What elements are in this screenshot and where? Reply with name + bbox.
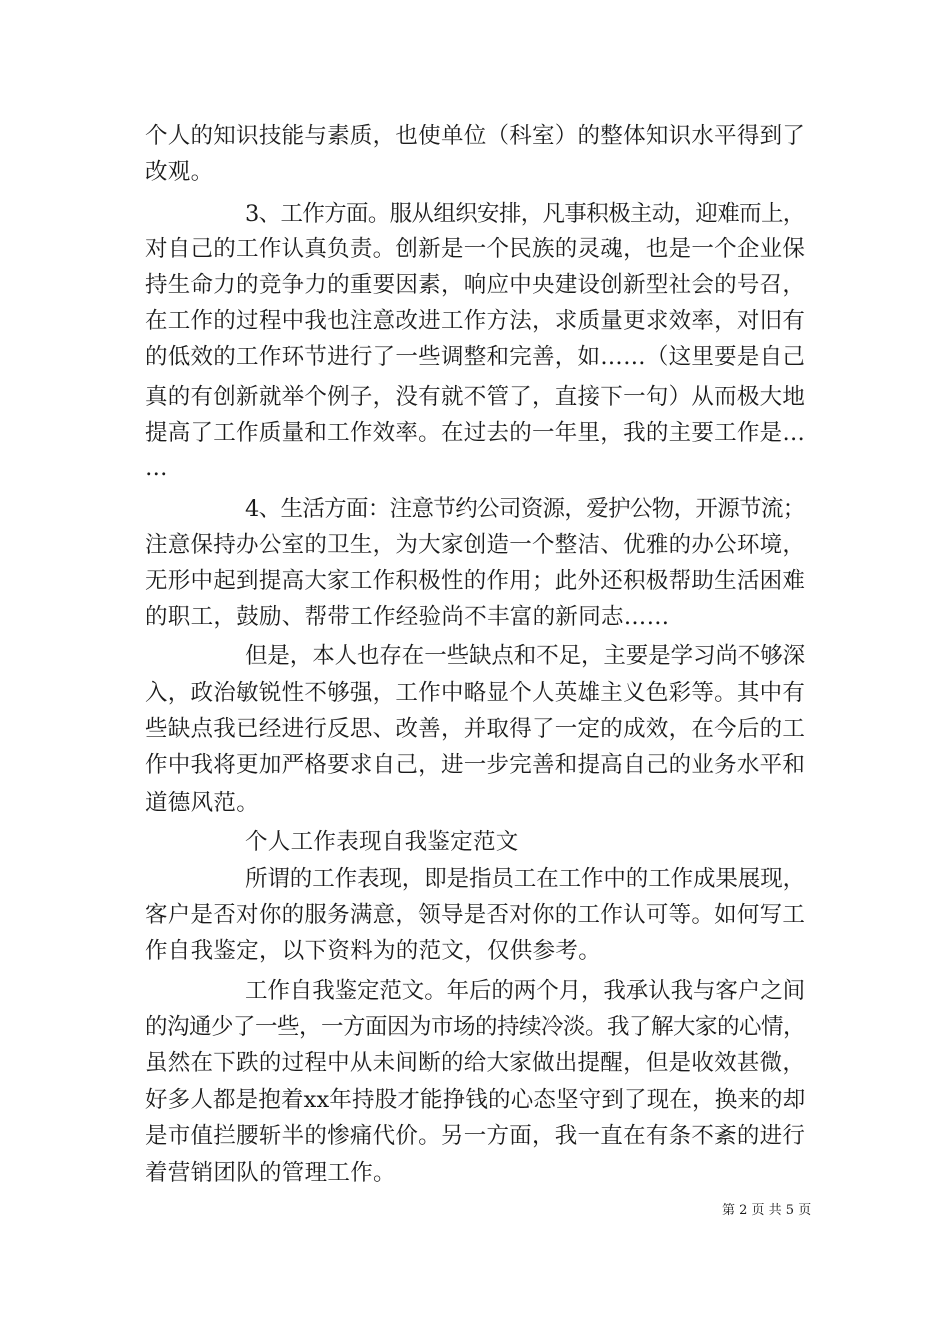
- text-line: 真的有创新就举个例子，没有就不管了，直接下一句）从而极大地: [145, 384, 806, 410]
- text-line: 但是，本人也存在一些缺点和不足，主要是学习尚不够深: [245, 643, 806, 669]
- text-line: 注意保持办公室的卫生，为大家创造一个整洁、优雅的办公环境，: [145, 532, 806, 558]
- text-line: 在工作的过程中我也注意改进工作方法，求质量更求效率，对旧有: [145, 308, 806, 334]
- text-line: 入，政治敏锐性不够强，工作中略显个人英雄主义色彩等。其中有: [145, 680, 806, 706]
- text-line: 客户是否对你的服务满意，领导是否对你的工作认可等。如何写工: [145, 902, 806, 928]
- text-line: 作自我鉴定，以下资料为的范文，仅供参考。: [145, 938, 602, 964]
- text-line: 的职工，鼓励、帮带工作经验尚不丰富的新同志……: [145, 604, 670, 630]
- text-line: 好多人都是抱着xx年持股才能挣钱的心态坚守到了现在，换来的却: [145, 1087, 806, 1113]
- text-line: 持生命力的竞争力的重要因素，响应中央建设创新型社会的号召，: [145, 272, 806, 298]
- text-line: 所谓的工作表现，即是指员工在工作中的工作成果展现，: [245, 866, 806, 892]
- text-line: 着营销团队的管理工作。: [145, 1160, 396, 1186]
- section-heading: 个人工作表现自我鉴定范文: [245, 829, 519, 855]
- text-line: …: [145, 455, 168, 481]
- text-line: 道德风范。: [145, 790, 260, 816]
- text-line: 3、工作方面。服从组织安排，凡事积极主动，迎难而上，: [245, 201, 805, 227]
- text-line: 作中我将更加严格要求自己，进一步完善和提高自己的业务水平和: [145, 752, 806, 778]
- text-line: 提高了工作质量和工作效率。在过去的一年里，我的主要工作是…: [145, 420, 806, 446]
- page-number-footer: 第 2 页 共 5 页: [722, 1203, 812, 1218]
- text-line: 4、生活方面：注意节约公司资源，爱护公物，开源节流；: [245, 496, 805, 522]
- text-line: 改观。: [145, 159, 214, 185]
- text-line: 虽然在下跌的过程中从未间断的给大家做出提醒，但是收效甚微，: [145, 1050, 806, 1076]
- text-line: 个人的知识技能与素质，也使单位（科室）的整体知识水平得到了: [145, 123, 806, 149]
- text-line: 工作自我鉴定范文。年后的两个月，我承认我与客户之间: [245, 978, 806, 1004]
- text-line: 的低效的工作环节进行了一些调整和完善，如……（这里要是自己: [145, 344, 806, 370]
- text-line: 的沟通少了一些，一方面因为市场的持续冷淡。我了解大家的心情，: [145, 1014, 806, 1040]
- text-line: 些缺点我已经进行反思、改善，并取得了一定的成效，在今后的工: [145, 716, 806, 742]
- text-line: 对自己的工作认真负责。创新是一个民族的灵魂，也是一个企业保: [145, 236, 806, 262]
- text-line: 是市值拦腰斩半的惨痛代价。另一方面，我一直在有条不紊的进行: [145, 1123, 806, 1149]
- text-line: 无形中起到提高大家工作积极性的作用；此外还积极帮助生活困难: [145, 568, 806, 594]
